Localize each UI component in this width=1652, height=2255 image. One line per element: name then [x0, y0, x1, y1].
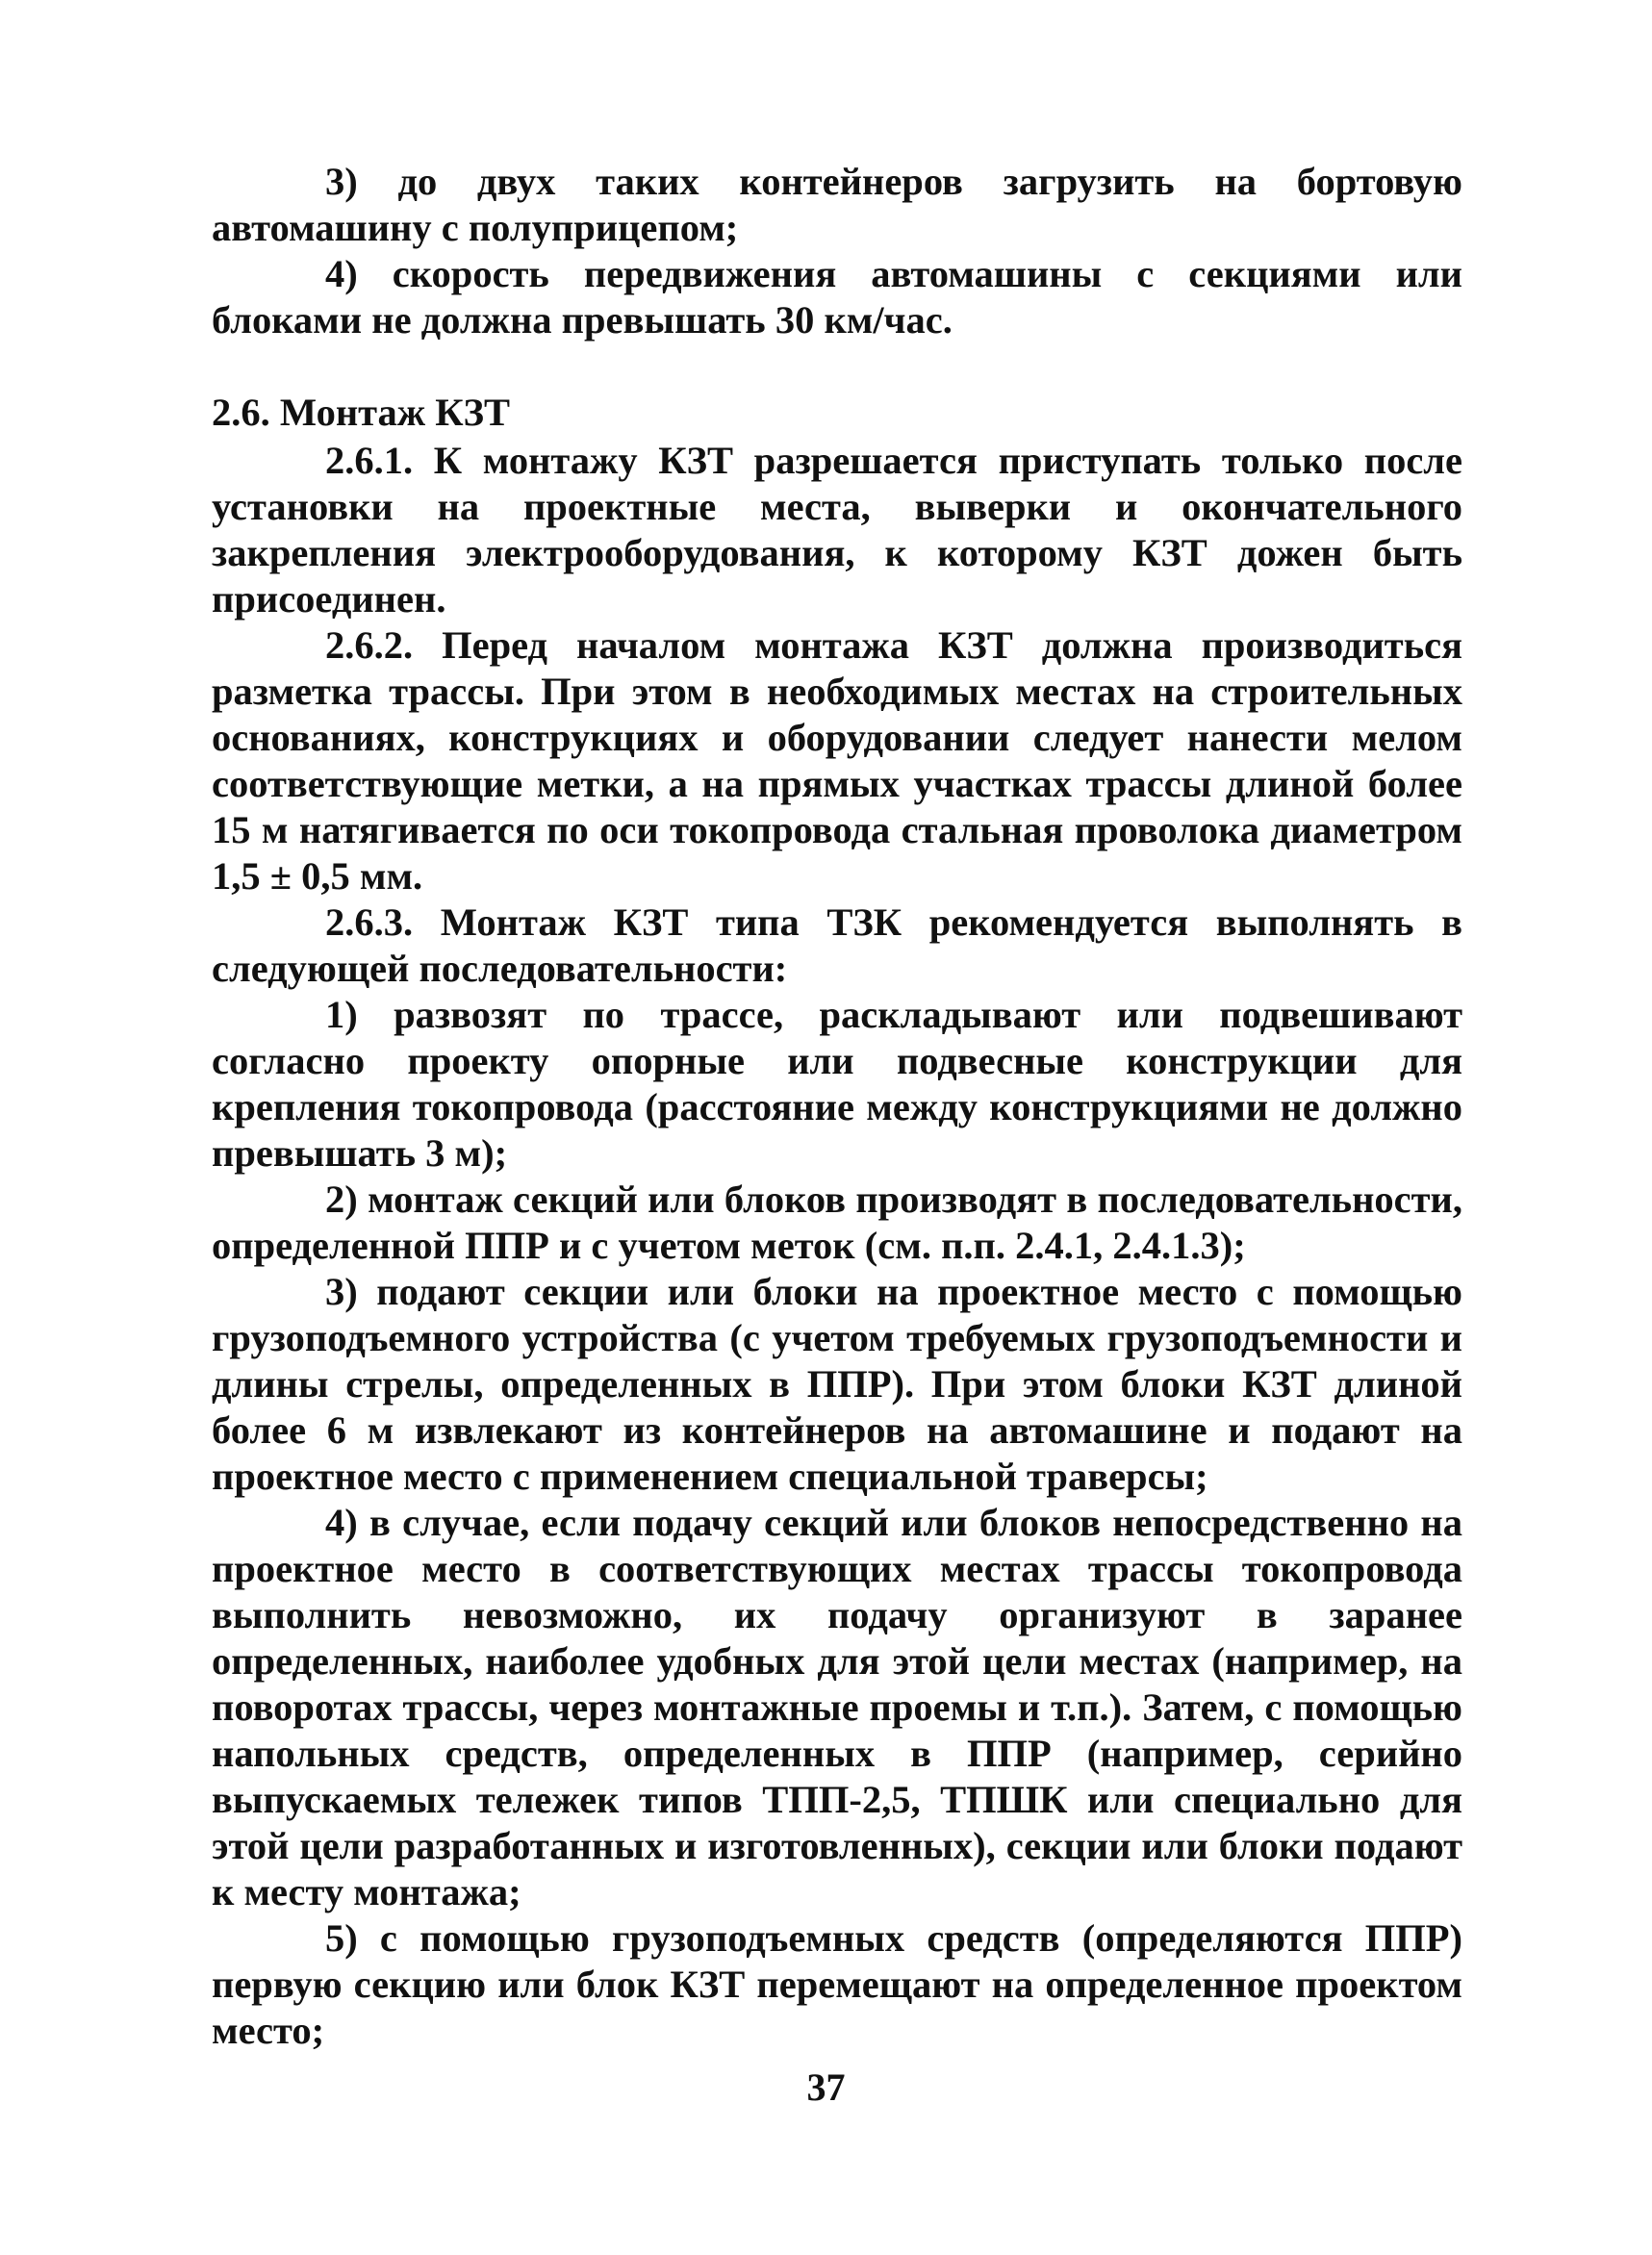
- paragraph-item-4: 4) скорость передвижения автомашины с секциями или блоками не должна превышать 30 км/час.: [212, 252, 1462, 342]
- page-number: 37: [806, 2065, 846, 2109]
- list-item-2: 2) монтаж секций или блоков производят в последовательности, определенной ППР и с учетом меток (см. п.п. 2.4.1, 2.4.1.3);: [212, 1178, 1462, 1267]
- list-item-4: 4) в случае, если подачу секций или блоков непосредственно на проектное место в соответствующих местах трассы токопровода выполнить невозможно, их подачу организуют в заранее определенных, наиболее удобных для этой цели местах (например, на поворотах трассы, через монтажные проемы и т.п.). Затем, с помощью напольных средств, определенных в ППР (например, серийно выпускаемых тележек типов ТПП-2,5, ТПШК или специально для этой цели разработанных и изготовленных), секции или блоки подают к месту монтажа;: [212, 1501, 1462, 1913]
- paragraph-2-6-2: 2.6.2. Перед началом монтажа КЗТ должна производиться разметка трассы. При этом в необходимых местах на строительных основаниях, конструкциях и оборудовании следует нанести мелом соответствующие метки, а на прямых участках трассы длиной более 15 м натягивается по оси токопровода стальная проволока диаметром 1,5 ± 0,5 мм.: [212, 623, 1462, 898]
- paragraph-2-6-1: 2.6.1. К монтажу КЗТ разрешается приступать только после установки на проектные места, выверки и окончательного закрепления электрооборудования, к которому КЗТ дожен быть присоединен.: [212, 439, 1462, 621]
- paragraph-item-3: 3) до двух таких контейнеров загрузить на бортовую автомашину с полуприцепом;: [212, 160, 1462, 249]
- section-heading: 2.6. Монтаж КЗТ: [212, 391, 511, 434]
- list-item-5: 5) с помощью грузоподъемных средств (определяются ППР) первую секцию или блок КЗТ перемещают на определенное проектом место;: [212, 1916, 1462, 2052]
- body-text: [212, 159, 1462, 2054]
- list-item-1: 1) развозят по трассе, раскладывают или подвешивают согласно проекту опорные или подвесные конструкции для крепления токопровода (расстояние между конструкциями не должно превышать 3 м);: [212, 993, 1462, 1175]
- paragraph-2-6-3: 2.6.3. Монтаж КЗТ типа ТЗК рекомендуется выполнять в следующей последовательности:: [212, 900, 1462, 990]
- list-item-3: 3) подают секции или блоки на проектное место с помощью грузоподъемного устройства (с учетом требуемых грузоподъемности и длины стрелы, определенных в ППР). При этом блоки КЗТ длиной более 6 м извлекают из контейнеров на автомашине и подают на проектное место с применением специальной траверсы;: [212, 1270, 1462, 1498]
